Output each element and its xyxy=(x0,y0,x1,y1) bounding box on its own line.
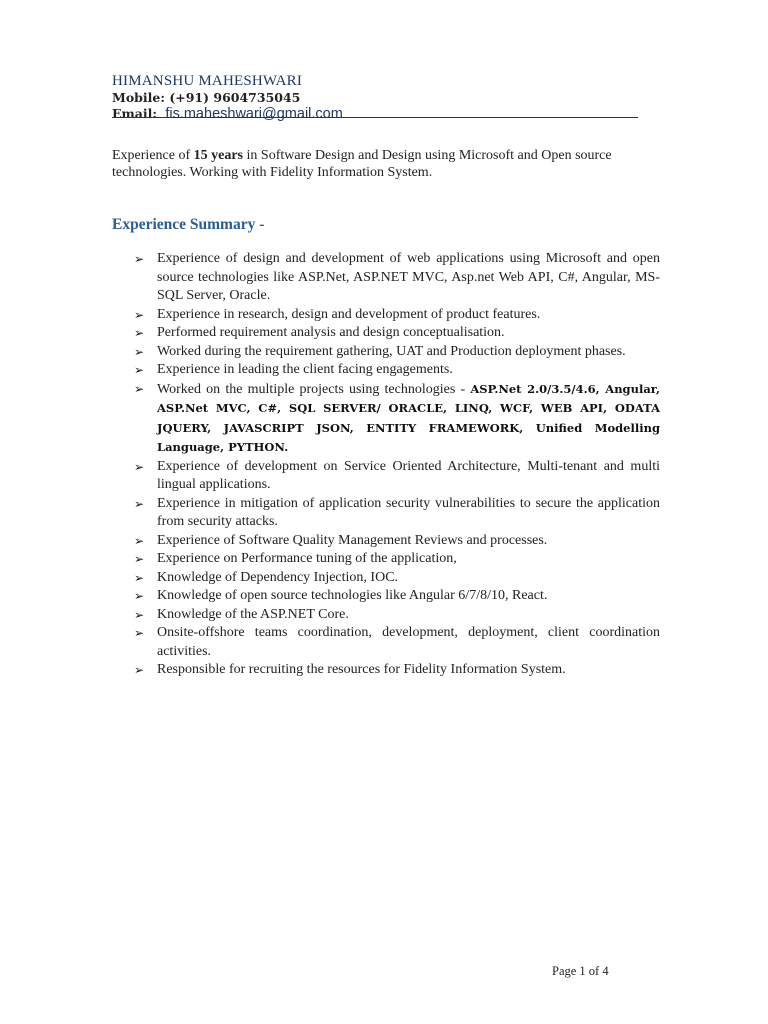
intro-text-start: Experience of xyxy=(112,148,194,163)
list-item xyxy=(134,569,660,588)
list-item xyxy=(134,495,660,532)
list-item-text: Experience on Performance tuning of the application, xyxy=(157,551,457,566)
list-item xyxy=(134,532,660,551)
arrow-bullet-icon: ➢ xyxy=(134,589,145,603)
intro-paragraph xyxy=(112,147,652,181)
arrow-bullet-icon: ➢ xyxy=(134,663,145,677)
list-item xyxy=(134,587,660,606)
arrow-bullet-icon: ➢ xyxy=(134,496,145,511)
mobile-label: Mobile: xyxy=(112,90,165,105)
mobile-line xyxy=(112,90,638,106)
list-item-technologies xyxy=(134,380,660,458)
list-item-text: Experience of design and development of web applications using Microsoft and open source technologies like ASP.Net, ASP.NET MVC, Asp.net Web API, C#, Angular, MS-SQL Server, Oracle. xyxy=(157,251,660,303)
candidate-name: HIMANSHU MAHESHWARI xyxy=(112,73,303,89)
list-item-text: Experience of Software Quality Management Reviews and processes. xyxy=(157,532,548,548)
arrow-bullet-icon: ➢ xyxy=(134,626,145,640)
arrow-bullet-icon: ➢ xyxy=(134,533,145,548)
list-item xyxy=(134,361,660,380)
list-item-text: Worked during the requirement gathering, UAT and Production deployment phases. xyxy=(157,343,626,359)
arrow-bullet-icon: ➢ xyxy=(134,607,145,622)
list-item-text: Responsible for recruiting the resources for Fidelity Information System. xyxy=(157,662,566,677)
list-item xyxy=(134,624,660,661)
list-item-text: Experience in research, design and development of product features. xyxy=(157,306,541,322)
arrow-bullet-icon: ➢ xyxy=(134,381,145,396)
arrow-bullet-icon: ➢ xyxy=(134,570,145,585)
email-label: Email: xyxy=(112,106,157,121)
resume-header xyxy=(112,72,638,122)
list-item xyxy=(134,606,660,625)
arrow-bullet-icon: ➢ xyxy=(134,252,145,266)
intro-years: 15 years xyxy=(193,148,244,163)
section-title-experience-summary: Experience Summary - xyxy=(112,216,265,233)
email-line xyxy=(112,106,638,122)
list-item xyxy=(134,458,660,495)
arrow-bullet-icon: ➢ xyxy=(134,363,145,377)
list-item-text: Experience of development on Service Oriented Architecture, Multi-tenant and multi lingual applications. xyxy=(157,458,660,492)
technology-list: ASP.Net 2.0/3.5/4.6, Angular, ASP.Net MVC, C#, SQL SERVER/ ORACLE, LINQ, WCF, WEB API, ODATA JQUERY, JAVASCRIPT JSON, ENTITY FRAMEWORK, Unified Modelling Language, PYTHON. xyxy=(157,381,661,454)
intro-text-end: in Software Design and Design using Microsoft and Open source technologies. Working with Fidelity Information System. xyxy=(112,148,612,180)
list-item-text: Performed requirement analysis and design conceptualisation. xyxy=(157,325,505,340)
mobile-value: (+91) 9604735045 xyxy=(169,90,301,105)
arrow-bullet-icon: ➢ xyxy=(134,307,145,322)
arrow-bullet-icon: ➢ xyxy=(134,552,145,566)
arrow-bullet-icon: ➢ xyxy=(134,326,145,340)
list-item xyxy=(134,250,660,306)
page-number: Page 1 of 4 xyxy=(552,964,609,978)
list-item-text: Knowledge of the ASP.NET Core. xyxy=(157,606,349,622)
list-item xyxy=(134,550,660,569)
list-item-text: Knowledge of open source technologies like Angular 6/7/8/10, React. xyxy=(157,588,548,603)
experience-summary-list xyxy=(134,250,660,680)
header-divider xyxy=(112,117,638,118)
email-link[interactable]: fis.maheshwari@gmail.com xyxy=(165,106,343,122)
list-item-text: Experience in mitigation of application security vulnerabilities to secure the application from security attacks. xyxy=(157,495,660,529)
arrow-bullet-icon: ➢ xyxy=(134,344,145,359)
list-item xyxy=(134,661,660,680)
list-item-text: Worked on the multiple projects using technologies - xyxy=(157,381,471,397)
list-item xyxy=(134,343,660,362)
list-item-text: Onsite-offshore teams coordination, development, deployment, client coordination activities. xyxy=(157,625,660,659)
arrow-bullet-icon: ➢ xyxy=(134,459,145,474)
list-item xyxy=(134,324,660,343)
list-item-text: Knowledge of Dependency Injection, IOC. xyxy=(157,569,399,585)
list-item xyxy=(134,306,660,325)
list-item-text: Experience in leading the client facing engagements. xyxy=(157,362,453,377)
